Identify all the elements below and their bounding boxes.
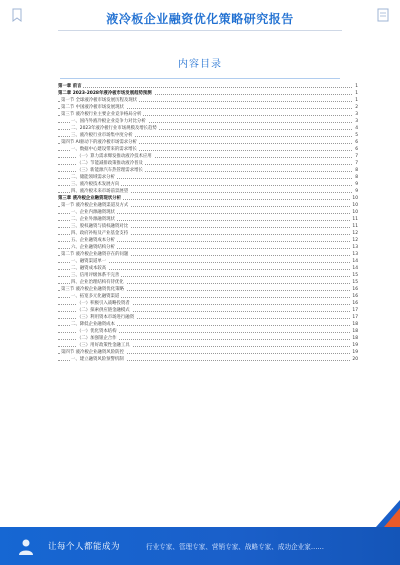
toc-entry[interactable] bbox=[58, 321, 358, 328]
toc-entry[interactable] bbox=[58, 328, 358, 335]
toc-entry-page: 11 bbox=[352, 217, 358, 222]
toc-entry-title: 第四节 液冷板企业融资风险防控 bbox=[61, 350, 124, 355]
toc-leader-dots bbox=[58, 87, 358, 88]
toc-entry[interactable] bbox=[58, 223, 358, 230]
report-title: 液冷板企业融资优化策略研究报告 bbox=[106, 12, 294, 26]
toc-entry-title: 第二节 液冷板企业融资存在的问题 bbox=[61, 252, 129, 257]
toc-entry[interactable] bbox=[58, 342, 358, 349]
report-header bbox=[0, 0, 400, 36]
toc-entry-page: 17 bbox=[352, 315, 358, 320]
toc-entry-page: 4 bbox=[355, 126, 358, 131]
toc-entry-page: 3 bbox=[355, 119, 358, 124]
toc-entry[interactable] bbox=[58, 160, 358, 167]
toc-entry-title: 四、政府补贴及产业基金支持 bbox=[71, 231, 129, 236]
toc-entry[interactable] bbox=[58, 90, 358, 97]
toc-entry-title: 二、2023年液冷板行业市场规模及增长趋势 bbox=[71, 126, 157, 131]
toc-entry[interactable] bbox=[58, 188, 358, 195]
toc-entry-page: 16 bbox=[352, 294, 358, 299]
toc-entry-title: （二）加强银企合作 bbox=[77, 336, 117, 341]
toc-entry-page: 3 bbox=[355, 112, 358, 117]
toc-entry-page: 5 bbox=[355, 133, 358, 138]
toc-heading-divider bbox=[60, 78, 340, 79]
toc-entry-page: 12 bbox=[352, 238, 358, 243]
toc-entry-title: 一、企业内源融资现状 bbox=[71, 210, 115, 215]
toc-entry-title: 第三章 液冷板企业融资现状分析 bbox=[58, 196, 121, 201]
toc-entry[interactable] bbox=[58, 125, 358, 132]
page-corner-decoration bbox=[376, 500, 400, 527]
toc-entry-title: 第二章 2023-2028年液冷板市场发展趋势预测 bbox=[58, 91, 152, 96]
toc-entry[interactable] bbox=[58, 83, 358, 90]
toc-entry[interactable] bbox=[58, 118, 358, 125]
footer-banner bbox=[0, 527, 400, 565]
toc-entry-title: （二）节能减排政策推动液冷普及 bbox=[77, 161, 143, 166]
toc-entry-title: （一）积极引入战略投资者 bbox=[77, 301, 130, 306]
toc-entry[interactable] bbox=[58, 258, 358, 265]
person-icon bbox=[16, 537, 36, 557]
toc-entry[interactable] bbox=[58, 111, 358, 118]
toc-entry-title: 三、液冷板技术发展方向 bbox=[71, 182, 120, 187]
toc-entry-page: 18 bbox=[352, 336, 358, 341]
toc-entry-page: 14 bbox=[352, 259, 358, 264]
toc-entry-title: 五、企业融资成本分析 bbox=[71, 238, 115, 243]
toc-entry-title: （一）算力需求爆发推动液冷技术应用 bbox=[77, 154, 152, 159]
toc-entry[interactable] bbox=[58, 167, 358, 174]
toc-entry-title: 第四节 AI驱动下的液冷板市场需求分析 bbox=[61, 140, 137, 145]
toc-entry[interactable] bbox=[58, 202, 358, 209]
toc-entry-title: 二、储能领域需求分析 bbox=[71, 175, 115, 180]
toc-entry[interactable] bbox=[58, 293, 358, 300]
footer-tags: 行业专家、管理专家、营销专家、战略专家、成功企业家…… bbox=[146, 543, 325, 551]
toc-entry-title: 一、数据中心建设带来的需求增长 bbox=[71, 147, 137, 152]
toc-entry-title: 一、建立融资风险预警机制 bbox=[71, 357, 124, 362]
toc-entry-page: 10 bbox=[352, 210, 358, 215]
toc-entry[interactable] bbox=[58, 349, 358, 356]
toc-entry[interactable] bbox=[58, 307, 358, 314]
toc-entry-title: 第一节 液冷板企业融资渠道及方式 bbox=[61, 203, 129, 208]
toc-entry-title: 一、融资渠道单一 bbox=[71, 259, 107, 264]
toc-entry-page: 11 bbox=[352, 224, 358, 229]
toc-entry-page: 2 bbox=[355, 105, 358, 110]
toc-entry-title: 四、企业治理结构有待优化 bbox=[71, 280, 124, 285]
toc-entry[interactable] bbox=[58, 286, 358, 293]
toc-entry-title: 第一章 前言 bbox=[58, 84, 82, 89]
toc-entry-title: 第三节 液冷板行业主要企业竞争格局分析 bbox=[61, 112, 142, 117]
toc-entry-title: 二、企业外源融资现状 bbox=[71, 217, 115, 222]
toc-entry-page: 1 bbox=[355, 98, 358, 103]
toc-entry[interactable] bbox=[58, 153, 358, 160]
toc-entry-page: 19 bbox=[352, 350, 358, 355]
toc-entry-title: 四、液冷板未来市场前景展望 bbox=[71, 189, 129, 194]
toc-entry-title: （三）用好政策性金融工具 bbox=[77, 343, 130, 348]
header-divider bbox=[58, 30, 342, 31]
toc-entry-title: 第二节 中国液冷板市场发展现状 bbox=[61, 105, 124, 110]
toc-entry-page: 14 bbox=[352, 266, 358, 271]
toc-entry-page: 18 bbox=[352, 329, 358, 334]
toc-entry-title: （三）新能源汽车热管理需求增长 bbox=[77, 168, 143, 173]
toc-entry-title: （二）探索供应链金融模式 bbox=[77, 308, 130, 313]
toc-entry-page: 7 bbox=[355, 154, 358, 159]
toc-entry[interactable] bbox=[58, 195, 358, 202]
toc-entry-page: 9 bbox=[355, 189, 358, 194]
toc-entry-page: 6 bbox=[355, 140, 358, 145]
toc-entry[interactable] bbox=[58, 97, 358, 104]
toc-entry-page: 19 bbox=[352, 343, 358, 348]
toc-heading: 内容目录 bbox=[178, 59, 222, 70]
toc-entry-title: 一、国内外液冷板企业竞争力对比分析 bbox=[71, 119, 146, 124]
toc-entry-title: 一、拓宽多元化融资渠道 bbox=[71, 294, 120, 299]
toc-entry-page: 8 bbox=[355, 175, 358, 180]
toc-entry-page: 13 bbox=[352, 252, 358, 257]
toc-entry-page: 20 bbox=[352, 357, 358, 362]
toc-entry-page: 9 bbox=[355, 182, 358, 187]
toc-entry-title: 三、液冷板行业市场集中度分析 bbox=[71, 133, 133, 138]
toc-entry-title: 二、降低企业融资成本 bbox=[71, 322, 115, 327]
toc-entry-page: 15 bbox=[352, 280, 358, 285]
toc-entry-page: 16 bbox=[352, 301, 358, 306]
toc-entry[interactable] bbox=[58, 272, 358, 279]
toc-entry[interactable] bbox=[58, 104, 358, 111]
toc-entry[interactable] bbox=[58, 216, 358, 223]
toc-entry[interactable] bbox=[58, 146, 358, 153]
toc-entry-title: （一）优化资本结构 bbox=[77, 329, 117, 334]
toc-entry[interactable] bbox=[58, 181, 358, 188]
toc-entry-page: 6 bbox=[355, 147, 358, 152]
toc-entry-page: 1 bbox=[355, 84, 358, 89]
toc-entry-title: 二、融资成本较高 bbox=[71, 266, 107, 271]
toc-entry[interactable] bbox=[58, 335, 358, 342]
toc-entry-page: 13 bbox=[352, 245, 358, 250]
toc-entry-page: 16 bbox=[352, 287, 358, 292]
toc-entry-title: 三、信用评级体系不完善 bbox=[71, 273, 120, 278]
toc-entry[interactable] bbox=[58, 279, 358, 286]
table-of-contents bbox=[58, 83, 358, 363]
toc-entry[interactable] bbox=[58, 230, 358, 237]
toc-entry-page: 12 bbox=[352, 231, 358, 236]
toc-entry-title: 第三节 液冷板企业融资优化策略 bbox=[61, 287, 124, 292]
toc-entry-page: 17 bbox=[352, 308, 358, 313]
toc-entry[interactable] bbox=[58, 251, 358, 258]
toc-entry-page: 18 bbox=[352, 322, 358, 327]
toc-entry-title: （三）利用资本市场进行融资 bbox=[77, 315, 135, 320]
toc-entry[interactable] bbox=[58, 132, 358, 139]
toc-entry-title: 第一节 全球液冷板市场发展历程及现状 bbox=[61, 98, 138, 103]
toc-entry-page: 8 bbox=[355, 168, 358, 173]
toc-entry[interactable] bbox=[58, 314, 358, 321]
toc-entry[interactable] bbox=[58, 139, 358, 146]
document-icon bbox=[376, 8, 390, 22]
toc-entry[interactable] bbox=[58, 174, 358, 181]
toc-entry[interactable] bbox=[58, 265, 358, 272]
toc-entry-page: 15 bbox=[352, 273, 358, 278]
toc-entry-page: 10 bbox=[352, 196, 358, 201]
toc-entry-page: 7 bbox=[355, 161, 358, 166]
toc-entry[interactable] bbox=[58, 244, 358, 251]
toc-entry-page: 10 bbox=[352, 203, 358, 208]
toc-entry-title: 六、企业融资结构分析 bbox=[71, 245, 115, 250]
toc-entry[interactable] bbox=[58, 356, 358, 363]
footer-slogan: 让每个人都能成为 bbox=[48, 542, 121, 552]
toc-entry[interactable] bbox=[58, 300, 358, 307]
toc-entry-title: 三、股权融资与债权融资对比 bbox=[71, 224, 129, 229]
toc-entry-page: 1 bbox=[355, 91, 358, 96]
toc-entry[interactable] bbox=[58, 237, 358, 244]
toc-entry[interactable] bbox=[58, 209, 358, 216]
